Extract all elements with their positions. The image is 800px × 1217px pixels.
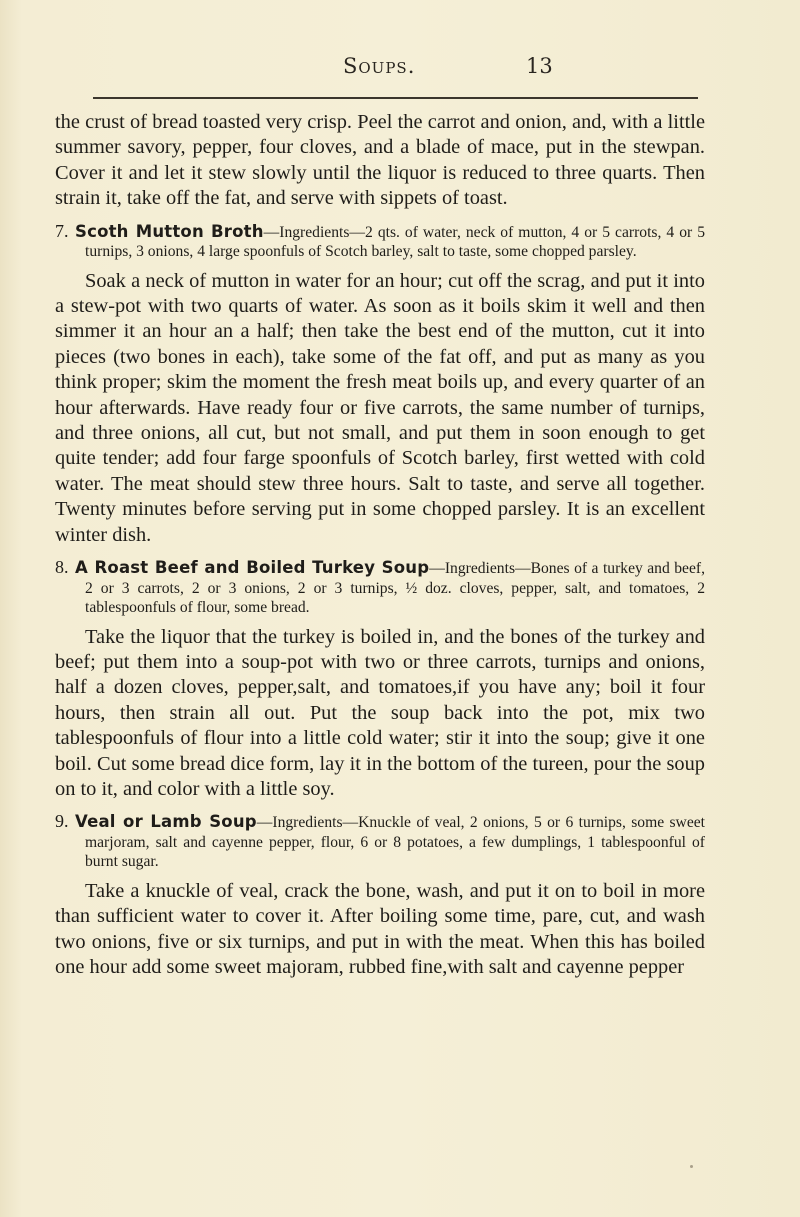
page-number: 13 [526, 54, 553, 78]
recipe-directions-7: Soak a neck of mutton in water for an hour; cut off the scrag, and put it into a stew-pot with two quarts of water. As soon as it boils skim it well and then simmer it an hour an a half; then take the best end of the mutton, cut it into pieces (two bones in each), take some of the fat off, and put as many as you think proper; skim the moment the fresh meat boils up, and every quarter of an hour afterwards. Have ready four or five carrots, the same number of turnips, and three onions, all cut, but not small, and put them in soon enough to get quite tender; add four farge spoonfuls of Scotch barley, first wetted with cold water. The meat should stew three hours. Salt to taste, and serve all together. Twenty minutes before serving put in some chopped parsley. It is an excellent winter dish. [55, 269, 705, 546]
running-head: Soups. [343, 54, 416, 78]
recipe-number: 8. [55, 557, 69, 578]
recipe-number: 7. [55, 220, 69, 241]
recipe-heading-9 [55, 812, 705, 872]
recipe-ingredients: —Ingredients—Bones of a turkey and beef, 2 or 3 carrots, 2 or 3 onions, 2 or 3 turnips, ½ doz. cloves, pepper, salt, and tomatoes, 2 tablespoonfuls of flour, some bread. [85, 560, 705, 617]
page-header [0, 54, 800, 94]
recipe-directions-8: Take the liquor that the turkey is boiled in, and the bones of the turkey and beef; put them into a soup-pot with two or three carrots, turnips and onions, half a dozen cloves, pepper,salt, and tomatoes,if you have any; boil it four hours, then strain all out. Put the soup back into the pot, mix two tablespoonfuls of flour into a little cold water; stir it into the soup; give it one boil. Cut some bread dice form, lay it in the bottom of the tureen, pour the soup on to it, and color with a little soy. [55, 625, 705, 801]
header-rule [93, 97, 698, 99]
recipe-ingredients: —Ingredients—Knuckle of veal, 2 onions, 5 or 6 turnips, some sweet marjoram, salt and cayenne pepper, flour, 6 or 8 potatoes, a few dumplings, 1 tablespoonful of burnt sugar. [85, 814, 705, 871]
page-content [55, 110, 705, 981]
recipe-heading-7 [55, 222, 705, 262]
recipe-number: 9. [55, 811, 69, 832]
recipe-directions-9: Take a knuckle of veal, crack the bone, wash, and put it on to boil in more than sufficient water to cover it. After boiling some time, pare, cut, and wash two onions, five or six turnips, and put in with the meat. When this has boiled one hour add some sweet majoram, rubbed fine,with salt and cayenne pepper [55, 879, 705, 979]
recipe-ingredients: —Ingredients—2 qts. of water, neck of mutton, 4 or 5 carrots, 4 or 5 turnips, 3 onions, 4 large spoonfuls of Scotch barley, salt to taste, some chopped parsley. [85, 223, 705, 261]
recipe-title: A Roast Beef and Boiled Turkey Soup [75, 558, 430, 578]
recipe-title: Veal or Lamb Soup [75, 812, 257, 832]
paper-speck [690, 1165, 693, 1168]
intro-paragraph: the crust of bread toasted very crisp. Peel the carrot and onion, and, with a little summer savory, pepper, four cloves, and a blade of mace, put in the stewpan. Cover it and let it stew slowly until the liquor is reduced to three quarts. Then strain it, take off the fat, and serve with sippets of toast. [55, 111, 705, 210]
recipe-heading-8 [55, 558, 705, 618]
recipe-title: Scoth Mutton Broth [75, 221, 264, 241]
